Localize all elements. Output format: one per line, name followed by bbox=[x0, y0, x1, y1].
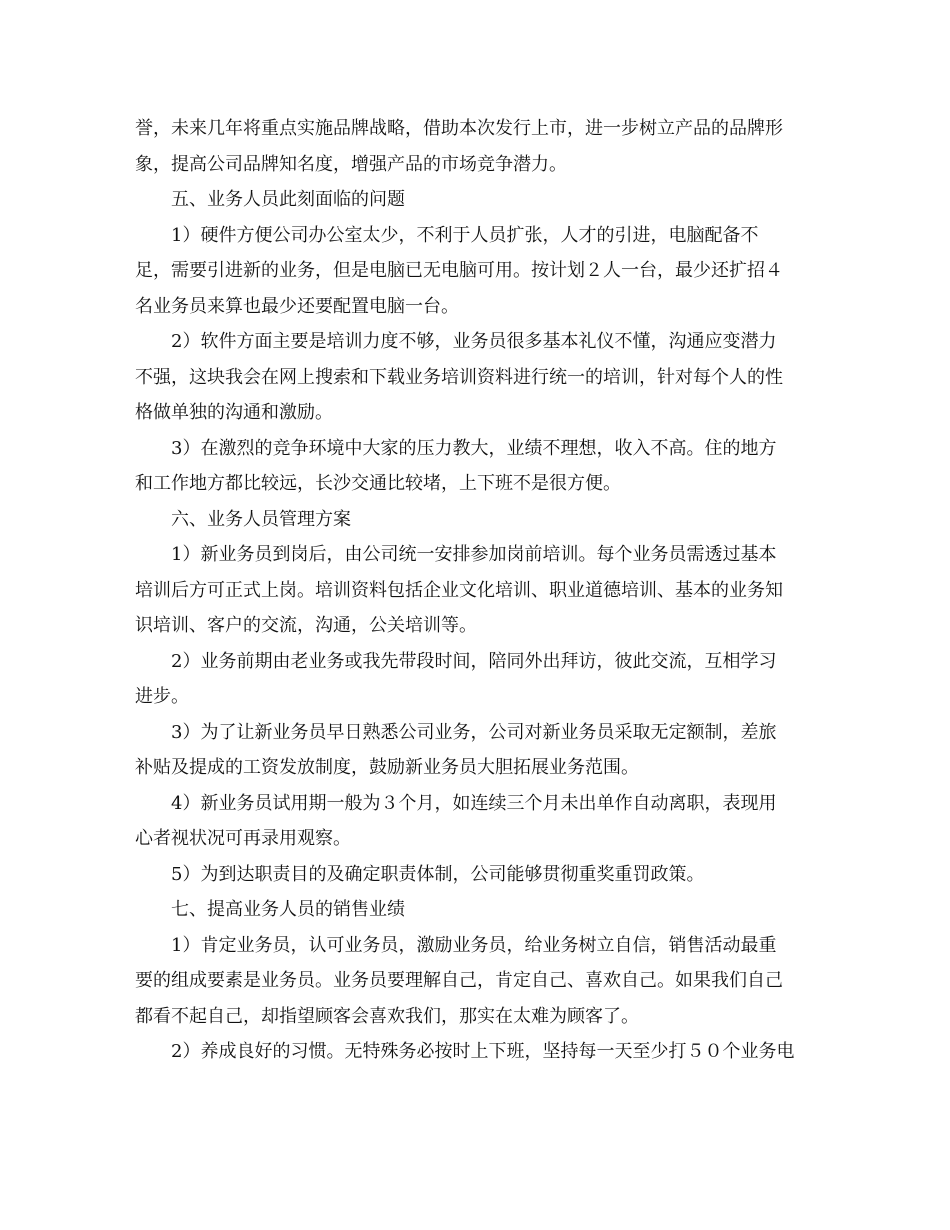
text-line: 和工作地方都比较远，长沙交通比较堵，上下班不是很方便。 bbox=[135, 473, 621, 494]
text-line: 识培训、客户的交流，沟通，公关培训等。 bbox=[135, 615, 477, 636]
text-line: 1）肯定业务员，认可业务员，激励业务员，给业务树立自信，销售活动最重 bbox=[171, 934, 777, 956]
text-line: 1）新业务员到岗后，由公司统一安排参加岗前培训。每个业务员需透过基本 bbox=[171, 544, 777, 565]
text-line: 进步。 bbox=[135, 686, 189, 707]
paragraph bbox=[135, 928, 815, 1035]
document-body bbox=[135, 111, 815, 1070]
text-line: 3）为了让新业务员早日熟悉公司业务，公司对新业务员采取无定额制，差旅 bbox=[171, 721, 777, 743]
paragraph bbox=[135, 786, 815, 857]
paragraph bbox=[135, 892, 815, 928]
text-line: 格做单独的沟通和激励。 bbox=[135, 402, 333, 423]
text-line: 心者视状况可再录用观察。 bbox=[135, 828, 351, 849]
text-line: 2）养成良好的习惯。无特殊务必按时上下班，坚持每一天至少打５０个业务电 bbox=[171, 1041, 795, 1062]
text-line: 不强，这块我会在网上搜索和下载业务培训资料进行统一的培训，针对每个人的性 bbox=[135, 366, 783, 388]
paragraph bbox=[135, 182, 815, 218]
text-line: 六、业务人员管理方案 bbox=[171, 508, 351, 530]
text-line: 1）硬件方便公司办公室太少，不利于人员扩张，人才的引进，电脑配备不 bbox=[171, 224, 759, 246]
text-line: 象，提高公司品牌知名度，增强产品的市场竞争潜力。 bbox=[135, 153, 567, 175]
text-line: 3）在激烈的竞争环境中大家的压力教大，业绩不理想，收入不高。住的地方 bbox=[171, 437, 777, 459]
text-line: 5）为到达职责目的及确定职责体制，公司能够贯彻重奖重罚政策。 bbox=[171, 863, 705, 885]
text-line: 培训后方可正式上岗。培训资料包括企业文化培训、职业道德培训、基本的业务知 bbox=[135, 579, 783, 601]
paragraph bbox=[135, 218, 815, 325]
paragraph bbox=[135, 431, 815, 502]
text-line: 足，需要引进新的业务，但是电脑已无电脑可用。按计划２人一台，最少还扩招４ bbox=[135, 260, 783, 281]
text-line: 七、提高业务人员的销售业绩 bbox=[171, 899, 405, 920]
paragraph bbox=[135, 1034, 815, 1070]
text-line: 要的组成要素是业务员。业务员要理解自己，肯定自己、喜欢自己。如果我们自己 bbox=[135, 970, 783, 991]
text-line: 都看不起自己，却指望顾客会喜欢我们，那实在太难为顾客了。 bbox=[135, 1005, 639, 1027]
text-line: 补贴及提成的工资发放制度，鼓励新业务员大胆拓展业务范围。 bbox=[135, 757, 639, 778]
text-line: 2）软件方面主要是培训力度不够，业务员很多基本礼仪不懂，沟通应变潜力 bbox=[171, 331, 777, 352]
text-line: 2）业务前期由老业务或我先带段时间，陪同外出拜访，彼此交流，互相学习 bbox=[171, 650, 777, 672]
paragraph bbox=[135, 537, 815, 644]
paragraph bbox=[135, 324, 815, 431]
text-line: 名业务员来算也最少还要配置电脑一台。 bbox=[135, 295, 459, 317]
text-line: 五、业务人员此刻面临的问题 bbox=[171, 189, 405, 210]
paragraph bbox=[135, 715, 815, 786]
text-line: 誉，未来几年将重点实施品牌战略，借助本次发行上市，进一步树立产品的品牌形 bbox=[135, 118, 783, 139]
paragraph bbox=[135, 111, 815, 182]
paragraph bbox=[135, 857, 815, 893]
paragraph bbox=[135, 502, 815, 538]
paragraph bbox=[135, 644, 815, 715]
text-line: 4）新业务员试用期一般为３个月，如连续三个月未出单作自动离职，表现用 bbox=[171, 792, 777, 814]
